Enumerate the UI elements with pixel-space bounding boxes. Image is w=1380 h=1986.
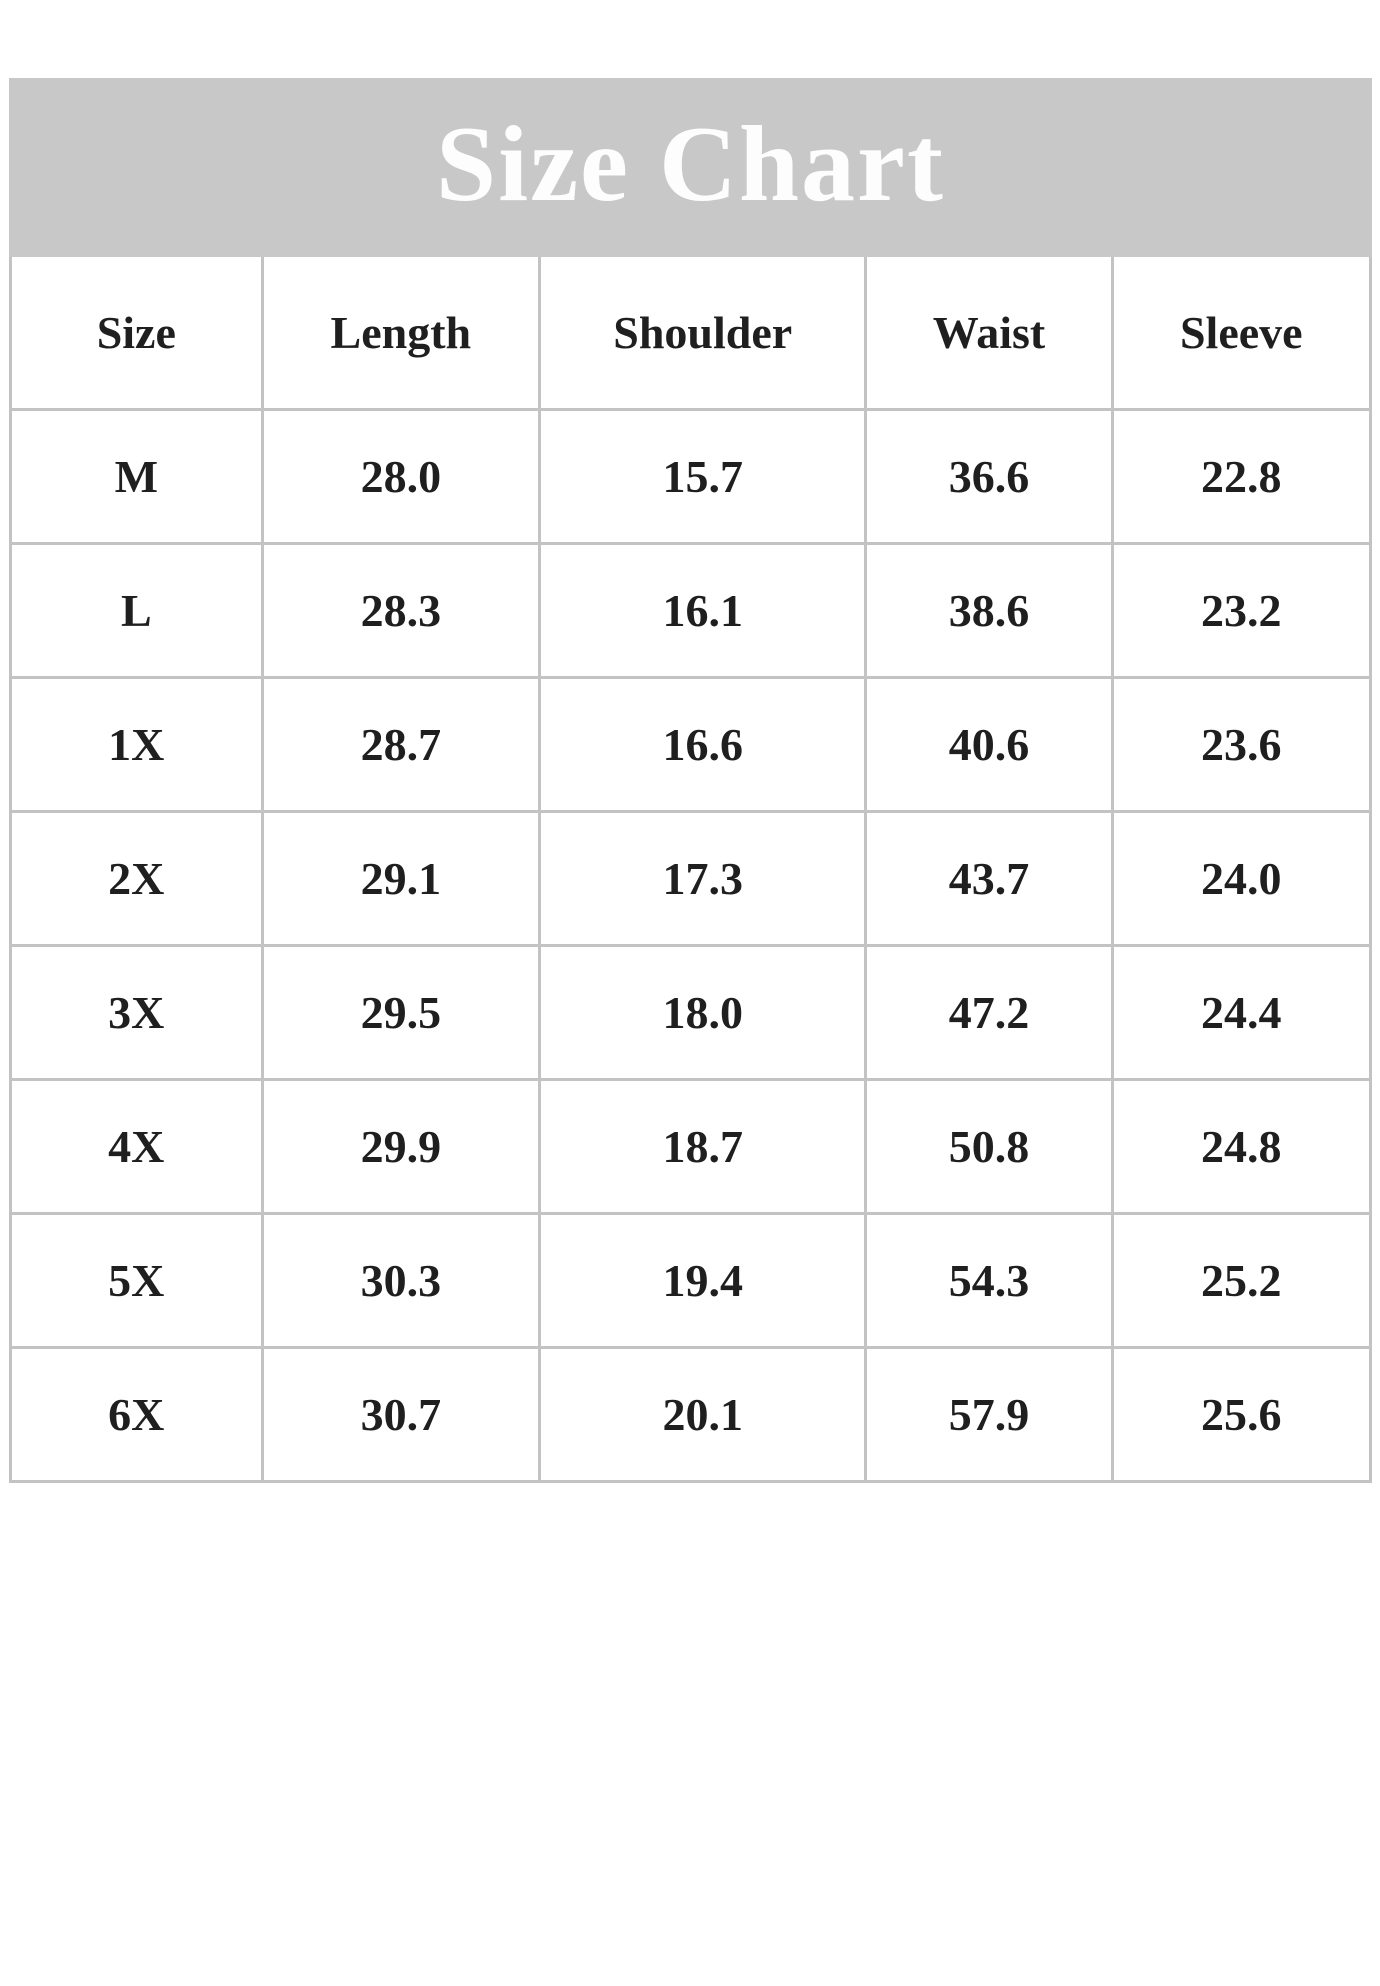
size-chart	[9, 78, 1372, 1483]
size-label-cell: 1X	[11, 677, 263, 811]
size-table-body	[11, 409, 1371, 1481]
measurement-cell: 43.7	[866, 811, 1112, 945]
measurement-cell: 54.3	[866, 1213, 1112, 1347]
measurement-cell: 57.9	[866, 1347, 1112, 1481]
size-row-1x	[11, 677, 1371, 811]
measurement-cell: 28.7	[262, 677, 539, 811]
size-chart-title: Size Chart	[436, 104, 945, 224]
measurement-cell: 29.9	[262, 1079, 539, 1213]
size-row-l	[11, 543, 1371, 677]
measurement-cell: 38.6	[866, 543, 1112, 677]
column-header-shoulder: Shoulder	[540, 257, 866, 409]
measurement-cell: 28.3	[262, 543, 539, 677]
measurement-cell: 50.8	[866, 1079, 1112, 1213]
measurement-cell: 19.4	[540, 1213, 866, 1347]
size-chart-title-banner	[9, 78, 1372, 257]
measurement-cell: 30.3	[262, 1213, 539, 1347]
measurement-cell: 29.5	[262, 945, 539, 1079]
measurement-cell: 18.0	[540, 945, 866, 1079]
measurement-cell: 24.8	[1112, 1079, 1370, 1213]
size-label-cell: 3X	[11, 945, 263, 1079]
measurement-cell: 17.3	[540, 811, 866, 945]
column-header-length: Length	[262, 257, 539, 409]
measurement-cell: 22.8	[1112, 409, 1370, 543]
measurement-cell: 24.0	[1112, 811, 1370, 945]
measurement-cell: 20.1	[540, 1347, 866, 1481]
measurement-cell: 47.2	[866, 945, 1112, 1079]
column-header-sleeve: Sleeve	[1112, 257, 1370, 409]
measurement-cell: 16.1	[540, 543, 866, 677]
column-header-waist: Waist	[866, 257, 1112, 409]
measurement-cell: 23.6	[1112, 677, 1370, 811]
measurement-cell: 29.1	[262, 811, 539, 945]
measurement-cell: 28.0	[262, 409, 539, 543]
size-label-cell: L	[11, 543, 263, 677]
size-label-cell: M	[11, 409, 263, 543]
measurement-cell: 24.4	[1112, 945, 1370, 1079]
measurement-cell: 30.7	[262, 1347, 539, 1481]
size-table-header-row	[11, 257, 1371, 409]
column-header-size: Size	[11, 257, 263, 409]
measurement-cell: 36.6	[866, 409, 1112, 543]
size-row-5x	[11, 1213, 1371, 1347]
size-row-4x	[11, 1079, 1371, 1213]
measurement-cell: 25.2	[1112, 1213, 1370, 1347]
measurement-cell: 16.6	[540, 677, 866, 811]
measurement-cell: 23.2	[1112, 543, 1370, 677]
size-label-cell: 6X	[11, 1347, 263, 1481]
measurement-cell: 18.7	[540, 1079, 866, 1213]
size-row-3x	[11, 945, 1371, 1079]
size-label-cell: 2X	[11, 811, 263, 945]
size-label-cell: 4X	[11, 1079, 263, 1213]
size-row-2x	[11, 811, 1371, 945]
size-table	[9, 257, 1372, 1483]
size-label-cell: 5X	[11, 1213, 263, 1347]
size-row-6x	[11, 1347, 1371, 1481]
measurement-cell: 40.6	[866, 677, 1112, 811]
measurement-cell: 25.6	[1112, 1347, 1370, 1481]
size-row-m	[11, 409, 1371, 543]
measurement-cell: 15.7	[540, 409, 866, 543]
